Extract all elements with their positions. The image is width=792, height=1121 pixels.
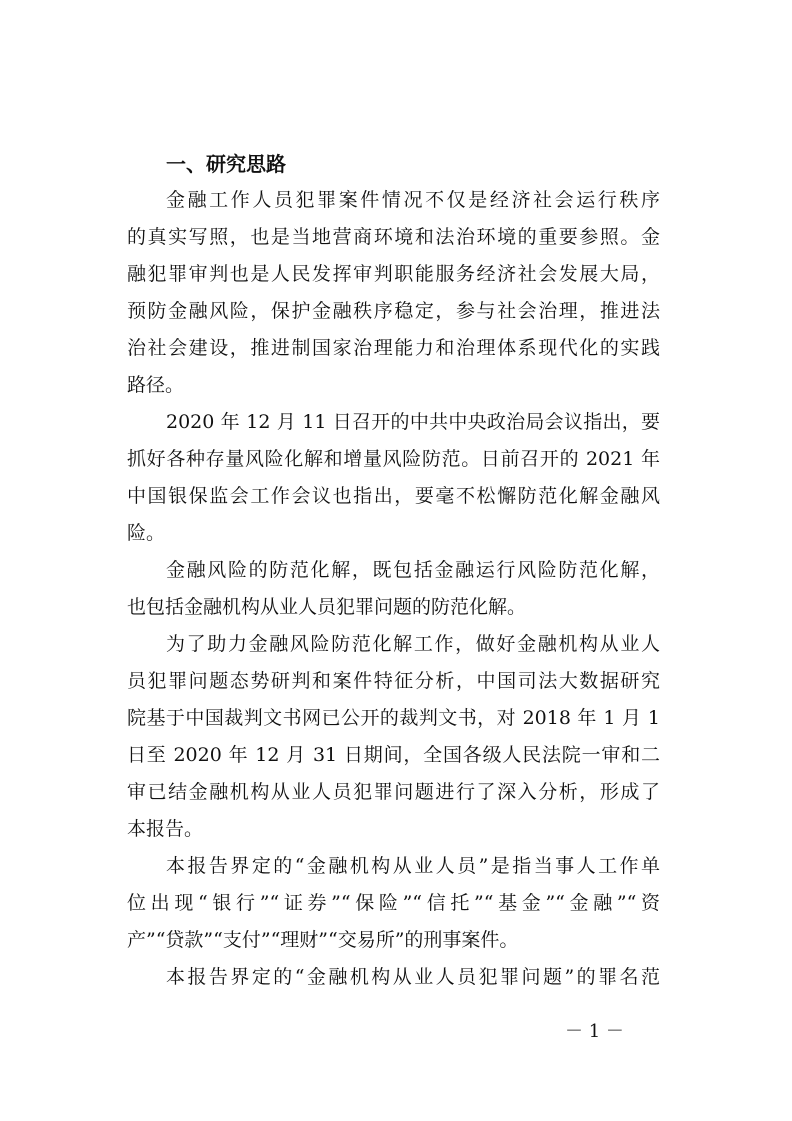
paragraph-2-line-3: 中国银保监会工作会议也指出，要毫不松懈防范化解金融风 [127, 485, 660, 507]
paragraph-5-line-3: 产”“贷款”“支付”“理财”“交易所”的刑事案件。 [127, 929, 519, 951]
paragraph-2-line-4: 险。 [127, 522, 166, 544]
paragraph-2-line-1: 2020 年 12 月 11 日召开的中共中央政治局会议指出，要 [166, 411, 660, 433]
paragraph-6-line-1: 本报告界定的“金融机构从业人员犯罪问题”的罪名范 [166, 966, 660, 988]
paragraph-5-line-1: 本报告界定的“金融机构从业人员”是指当事人工作单 [166, 855, 660, 877]
paragraph-1-line-6: 路径。 [127, 374, 185, 396]
paragraph-2-line-2: 抓好各种存量风险化解和增量风险防范。日前召开的 2021 年 [127, 448, 660, 470]
paragraph-4-line-4: 日至 2020 年 12 月 31 日期间，全国各级人民法院一审和二 [127, 744, 660, 766]
paragraph-1-line-5: 治社会建设，推进制国家治理能力和治理体系现代化的实践 [127, 337, 660, 359]
paragraph-5-line-2: 位出现“银行”“证券”“保险”“信托”“基金”“金融”“资 [127, 892, 660, 914]
paragraph-4-line-6: 本报告。 [127, 818, 204, 840]
section-heading: 一、研究思路 [166, 152, 286, 176]
paragraph-1-line-4: 预防金融风险，保护金融秩序稳定，参与社会治理，推进法 [127, 300, 660, 322]
paragraph-1-line-1: 金融工作人员犯罪案件情况不仅是经济社会运行秩序 [166, 189, 660, 211]
paragraph-4-line-2: 员犯罪问题态势研判和案件特征分析，中国司法大数据研究 [127, 670, 660, 692]
paragraph-1-line-2: 的真实写照，也是当地营商环境和法治环境的重要参照。金 [127, 226, 660, 248]
paragraph-3-line-2: 也包括金融机构从业人员犯罪问题的防范化解。 [127, 596, 527, 618]
page-number: － 1 － [565, 1021, 624, 1042]
paragraph-1-line-3: 融犯罪审判也是人民发挥审判职能服务经济社会发展大局， [127, 263, 660, 285]
paragraph-4-line-3: 院基于中国裁判文书网已公开的裁判文书，对 2018 年 1 月 1 [127, 707, 660, 729]
paragraph-3-line-1: 金融风险的防范化解，既包括金融运行风险防范化解， [166, 559, 660, 581]
paragraph-4-line-1: 为了助力金融风险防范化解工作，做好金融机构从业人 [166, 633, 660, 655]
paragraph-4-line-5: 审已结金融机构从业人员犯罪问题进行了深入分析，形成了 [127, 781, 660, 803]
